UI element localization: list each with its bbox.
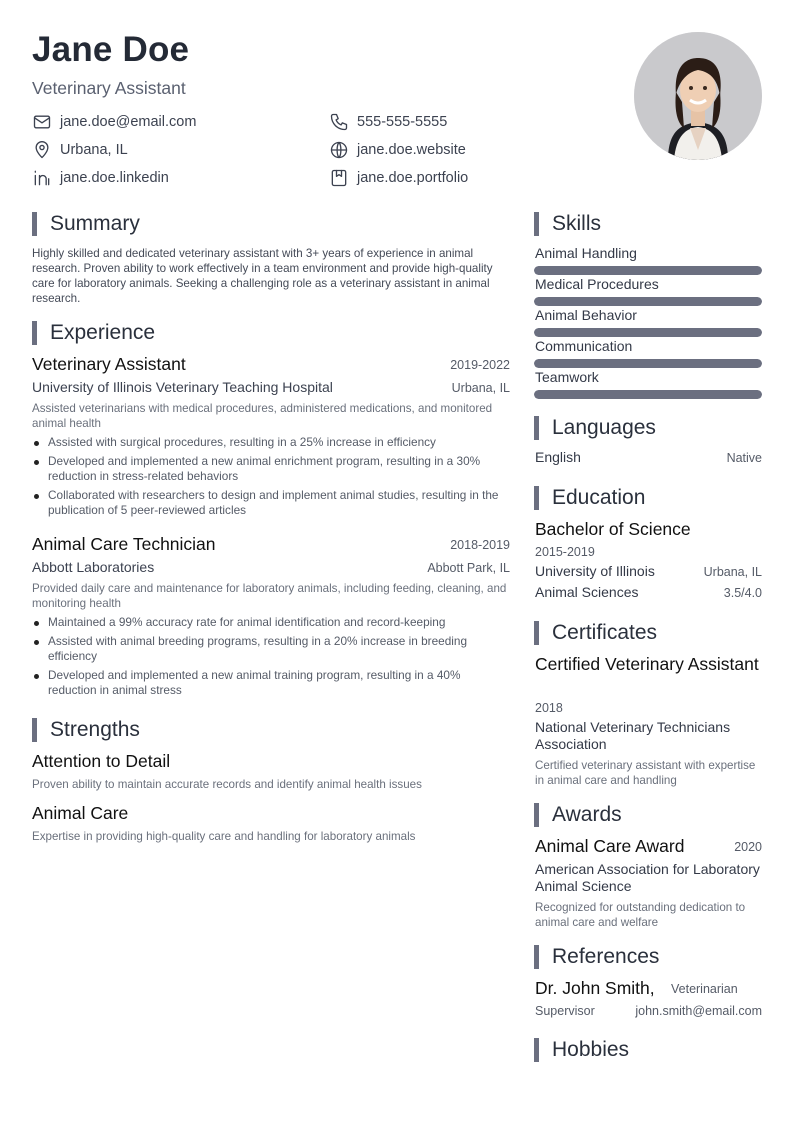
location-icon	[32, 140, 52, 160]
certificate-description: Certified veterinary assistant with expertise in animal care and handling	[535, 759, 756, 787]
list-item: Collaborated with researchers to design and implement animal studies, resulting in the publication of 5 peer-reviewed articles	[32, 488, 512, 518]
job-org: University of Illinois Veterinary Teaching Hospital	[32, 379, 333, 395]
language-name: English	[535, 449, 581, 465]
email-icon	[32, 112, 52, 132]
job-location: Urbana, IL	[451, 381, 510, 395]
hobbies-heading	[534, 1038, 629, 1062]
skill-fill	[534, 266, 762, 275]
job-bullets	[32, 615, 512, 702]
skill-bar	[534, 266, 762, 275]
skill-label: Animal Behavior	[535, 307, 637, 323]
section-marker	[534, 803, 539, 827]
section-marker	[534, 945, 539, 969]
skill-fill	[534, 328, 762, 337]
summary-heading	[32, 212, 140, 236]
award-year: 2020	[734, 840, 762, 854]
candidate-title: Veterinary Assistant	[32, 78, 186, 98]
job-location: Abbott Park, IL	[427, 561, 510, 575]
job-bullets	[32, 435, 512, 522]
contact-linkedin-text: jane.doe.linkedin	[60, 170, 169, 186]
reference-name: Dr. John Smith,	[535, 978, 655, 998]
education-field: Animal Sciences	[535, 584, 639, 600]
skills-heading	[534, 212, 601, 236]
awards-heading-text: Awards	[552, 803, 622, 826]
award-description: Recognized for outstanding dedication to animal care and welfare	[535, 901, 746, 929]
job-role: Veterinary Assistant	[32, 354, 186, 374]
strengths-heading	[32, 718, 140, 742]
contact-website-text: jane.doe.website	[357, 142, 466, 158]
section-marker	[534, 212, 539, 236]
section-marker	[32, 212, 37, 236]
skill-bar	[534, 297, 762, 306]
globe-icon	[329, 140, 349, 160]
contact-portfolio[interactable]	[329, 168, 468, 188]
contact-linkedin[interactable]	[32, 168, 169, 188]
list-item: Assisted with animal breeding programs, resulting in a 20% increase in breeding efficiency	[32, 634, 512, 664]
strength-text: Proven ability to maintain accurate records and identify animal health issues	[32, 778, 422, 791]
skill-fill	[534, 359, 762, 368]
education-heading	[534, 486, 645, 510]
reference-role: Veterinarian	[671, 982, 738, 996]
award-title: Animal Care Award	[535, 836, 685, 856]
skill-label: Teamwork	[535, 369, 599, 385]
candidate-name: Jane Doe	[32, 30, 190, 69]
certificates-heading	[534, 621, 657, 645]
languages-heading	[534, 416, 656, 440]
contact-phone[interactable]	[329, 112, 447, 132]
job-dates: 2018-2019	[450, 538, 510, 552]
list-item: Developed and implemented a new animal enrichment program, resulting in a 30% reduction in stress-related behaviors	[32, 454, 512, 484]
job-description: Provided daily care and maintenance for laboratory animals, including feeding, cleaning, and monitoring health	[32, 582, 507, 610]
job-role: Animal Care Technician	[32, 534, 216, 554]
reference-email[interactable]: john.smith@email.com	[635, 1004, 762, 1018]
contact-email[interactable]	[32, 112, 196, 132]
skills-heading-text: Skills	[552, 212, 602, 235]
education-gpa: 3.5/4.0	[723, 586, 762, 600]
section-marker	[534, 1038, 539, 1062]
reference-relation: Supervisor	[535, 1004, 595, 1018]
contact-portfolio-text: jane.doe.portfolio	[357, 170, 469, 186]
experience-heading-text: Experience	[50, 321, 156, 344]
section-marker	[32, 718, 37, 742]
skill-bar	[534, 390, 762, 399]
references-heading-text: References	[552, 945, 660, 968]
education-location: Urbana, IL	[703, 565, 762, 579]
section-marker	[534, 416, 539, 440]
linkedin-icon	[32, 168, 52, 188]
job-org: Abbott Laboratories	[32, 559, 155, 575]
summary-heading-text: Summary	[50, 212, 140, 235]
strength-title: Animal Care	[32, 803, 129, 823]
hobbies-heading-text: Hobbies	[552, 1038, 630, 1061]
education-degree: Bachelor of Science	[535, 519, 691, 539]
contact-location-text: Urbana, IL	[60, 142, 128, 158]
portfolio-icon	[329, 168, 349, 188]
skill-bar	[534, 328, 762, 337]
skill-label: Animal Handling	[535, 245, 637, 261]
skill-bar	[534, 359, 762, 368]
section-marker	[534, 486, 539, 510]
certificate-year: 2018	[535, 701, 563, 715]
skill-fill	[534, 297, 762, 306]
strength-text: Expertise in providing high-quality care and handling for laboratory animals	[32, 830, 416, 843]
skill-fill	[534, 390, 762, 399]
summary-text: Highly skilled and dedicated veterinary assistant with 3+ years of experience in animal research. Proven ability to work effectively in a team environment and provide high-quality care for laboratory animals. Seeking a challenging role as a veterinary assistant in animal research.	[32, 247, 493, 305]
education-dates: 2015-2019	[535, 545, 595, 559]
languages-heading-text: Languages	[552, 416, 656, 439]
job-dates: 2019-2022	[450, 358, 510, 372]
references-heading	[534, 945, 659, 969]
certificates-heading-text: Certificates	[552, 621, 658, 644]
phone-icon	[329, 112, 349, 132]
language-level: Native	[726, 451, 762, 465]
strengths-heading-text: Strengths	[50, 718, 140, 741]
award-issuer: American Association for Laboratory Animal Science	[535, 861, 760, 894]
experience-heading	[32, 321, 155, 345]
education-heading-text: Education	[552, 486, 646, 509]
contact-location	[32, 140, 128, 160]
contact-website[interactable]	[329, 140, 466, 160]
list-item: Developed and implemented a new animal training program, resulting in a 40% reduction in animal stress	[32, 668, 512, 698]
strength-title: Attention to Detail	[32, 751, 171, 771]
awards-heading	[534, 803, 622, 827]
list-item: Assisted with surgical procedures, resulting in a 25% increase in efficiency	[32, 435, 512, 450]
education-school: University of Illinois	[535, 563, 655, 579]
certificate-title: Certified Veterinary Assistant	[535, 654, 759, 674]
contact-email-text: jane.doe@email.com	[60, 114, 197, 130]
certificate-issuer: National Veterinary Technicians Association	[535, 719, 731, 752]
section-marker	[32, 321, 37, 345]
skill-label: Medical Procedures	[535, 276, 659, 292]
list-item: Maintained a 99% accuracy rate for animal identification and record-keeping	[32, 615, 512, 630]
section-marker	[534, 621, 539, 645]
profile-photo	[634, 32, 762, 160]
skill-label: Communication	[535, 338, 633, 354]
job-description: Assisted veterinarians with medical procedures, administered medications, and monitored animal health	[32, 402, 493, 430]
contact-phone-text: 555-555-5555	[357, 114, 448, 130]
